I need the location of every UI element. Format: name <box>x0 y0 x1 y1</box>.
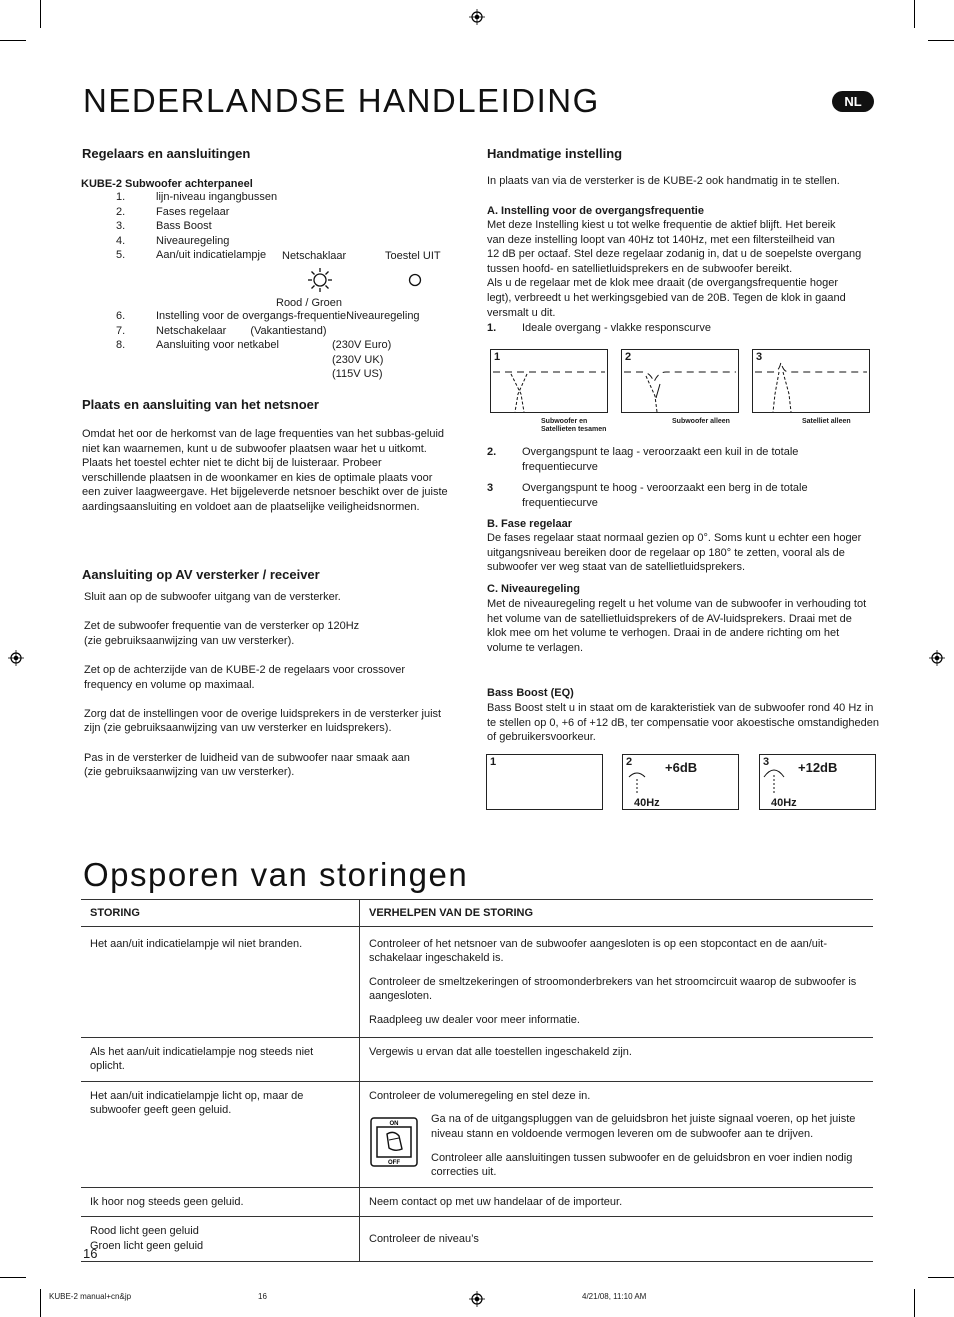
troubleshooting-table <box>81 899 873 1262</box>
switch-off-label: OFF <box>388 1160 400 1167</box>
table-row: Het aan/uit indicatielampje wil niet branden. Controleer of het netsnoer van de subwoofer aangesloten is op een stopcontact en de aan/uit-schakelaar ingeschakeld is. Controleer de smeltzekeringen of stroomonderbrekers van het stroomcircuit waarop de subwoofer is aangesloten. Raadpleeg uw dealer voor meer informatie. <box>81 926 873 1037</box>
troubleshooting-title: Opsporen van storingen <box>83 856 469 893</box>
table-row: Als het aan/uit indicatielampje nog steeds niet oplicht. Vergewis u ervan dat alle toestellen ingeschakeld zijn. <box>81 1037 873 1081</box>
switch-on-label: ON <box>389 1121 399 1128</box>
column-header-verhelpen: VERHELPEN VAN DE STORING <box>360 900 874 927</box>
list-item: 2. Overgangspunt te laag - veroorzaakt een kuil in de totale frequentiecurve <box>487 446 799 473</box>
bass-boost-graph-2: 2 +6dB 40Hz <box>622 754 739 810</box>
list-item: 7. Netschakelaar (Vakantiestand) <box>116 324 327 337</box>
toestel-uit-label: Toestel UIT <box>385 250 441 262</box>
list-item: 6. Instelling voor de overgangs-frequentieNiveauregeling <box>116 310 420 322</box>
crop-mark <box>928 40 954 41</box>
column-header-storing: STORING <box>81 900 360 927</box>
list-item: 8. Aansluiting voor netkabel (230V Euro) (230V UK) (115V US) <box>116 339 392 381</box>
table-row: Het aan/uit indicatielampje licht op, maar de subwoofer geeft geen geluid. Controleer de volumeregeling en stel deze in. ON OFF Ga na of de uitgangspluggen van de geluidsbron het juiste signaal voeren, op het juiste niveau stann en voldoende vermogen leveren om de subwoofer aan te drijven. Controleer alle aansluitingen tussen subwoofer en de geluidsbron en voer indien nodig correcties uit. <box>81 1081 873 1187</box>
list-item: 5. Aan/uit indicatielampje <box>116 249 267 262</box>
crop-mark <box>914 1289 915 1317</box>
section-title-av: Aansluiting op AV versterker / receiver <box>82 567 320 582</box>
page-number: 16 <box>83 1246 98 1261</box>
subheading-crossover: A. Instelling voor de overgangsfrequentie <box>487 205 704 217</box>
panel-title: KUBE-2 Subwoofer achterpaneel <box>81 178 253 190</box>
language-badge-label: NL <box>844 94 862 109</box>
bass-boost-graph-1: 1 <box>486 754 603 810</box>
table-header <box>81 900 873 927</box>
led-off-icon <box>408 273 422 287</box>
subheading-phase: B. Fase regelaar <box>487 518 572 530</box>
crop-mark <box>40 1289 41 1317</box>
response-graph-3: 3 <box>752 349 870 413</box>
controls-list-continued <box>116 309 420 382</box>
response-curve-icon <box>491 350 607 412</box>
led-on-icon <box>307 267 333 293</box>
subheading-bass-boost: Bass Boost (EQ) <box>487 687 574 699</box>
netschakelaar-label: Netschaklaar <box>282 250 347 262</box>
list-item: 1. lijn-niveau ingangbussen <box>116 191 278 203</box>
controls-list <box>116 190 277 263</box>
graph-caption-1: Subwoofer en Satellieten tesamen <box>541 418 607 433</box>
crop-mark <box>914 0 915 28</box>
graph-caption-3: Satelliet alleen <box>802 418 851 425</box>
response-graph-2: 2 <box>621 349 739 413</box>
response-curve-icon <box>622 350 738 412</box>
response-graph-1: 1 <box>490 349 608 413</box>
response-curve-icon <box>753 350 869 412</box>
registration-mark-icon <box>469 9 485 25</box>
power-switch-icon <box>369 1116 419 1168</box>
section-title-power: Plaats en aansluiting van het netsnoer <box>82 397 319 412</box>
subheading-level: C. Niveauregeling <box>487 583 580 595</box>
list-item: 3. Bass Boost <box>116 220 212 233</box>
bass-boost-paragraph: Bass Boost stelt u in staat om de karakteristiek van de subwoofer rond 40 Hz in te stellen op 0, +6 of +12 dB, ter compensatie voor akoestische omstandigheden of gebruikersvoorkeur. <box>487 702 879 744</box>
rood-groen-label: Rood / Groen <box>276 297 343 309</box>
page-title: NEDERLANDSE HANDLEIDING <box>83 82 600 119</box>
registration-mark-icon <box>469 1291 485 1307</box>
footer-date: 4/21/08, 11:10 AM <box>582 1292 647 1301</box>
av-paragraph: Sluit aan op de subwoofer uitgang van de versterker. Zet de subwoofer frequentie van de versterker op 120Hz (zie gebruiksaanwijzing van uw versterker). Zet op de achterzijde van de KUBE-2 de regelaars voor crossover frequency en volume op maximaal. Zorg dat de instellingen voor de overige luidsprekers in de versterker juist zijn (zie gebruiksaanwijzing van uw versterker en luidsprekers). Pas in de versterker de luidheid van de subwoofer naar smaak aan (zie gebruiksaanwijzing van uw versterker). <box>84 591 442 779</box>
section-title-manual: Handmatige instelling <box>487 146 623 161</box>
crop-mark <box>40 0 41 28</box>
section-title-controls: Regelaars en aansluitingen <box>82 146 251 161</box>
manual-intro: In plaats van via de versterker is de KUBE-2 ook handmatig in te stellen. <box>487 175 840 187</box>
bass-boost-graph-3: 3 +12dB 40Hz <box>759 754 876 810</box>
phase-paragraph: De fases regelaar staat normaal gezien op 0°. Soms kunt u echter een hoger uitgangsniveau bereiken door de regelaar op 180° te zetten, vooral als de subwoofer ver weg staat van de satellietluidsprekers. <box>487 532 862 574</box>
crop-mark <box>928 1277 954 1278</box>
table-row: Ik hoor nog steeds geen geluid. Neem contact op met uw handelaar of de importeur. <box>81 1187 873 1217</box>
footer-page: 16 <box>258 1292 267 1301</box>
language-badge <box>832 91 874 112</box>
graph-caption-2: Subwoofer alleen <box>672 418 730 425</box>
registration-mark-icon <box>8 650 24 666</box>
registration-mark-icon <box>929 650 945 666</box>
ideal-item: 1. Ideale overgang - vlakke responscurve <box>487 322 711 334</box>
list-item: 3 Overgangspunt te hoog - veroorzaakt een berg in de totale frequentiecurve <box>487 482 808 509</box>
crop-mark <box>0 40 26 41</box>
crossover-paragraph: Met deze Instelling kiest u tot welke frequentie de aktief blijft. Het bereik van deze instelling loopt van 40Hz tot 140Hz, met een filtersteilheid van 12 dB per octaaf. Stel deze regelaar zodanig in, dat u de soepelste overgang tussen hoofd- en satellietluidsprekers en de subwoofer bereikt. Als u de regelaar met de klok mee draait (de overgangsfrequentie hoger legt), verbreedt u het werkingsgebied van de 20B. Tegen de klok in gaand versmalt u dit. <box>487 219 862 319</box>
level-paragraph: Met de niveauregeling regelt u het volume van de subwoofer in verhouding tot het volume van de satellietluidsprekers of de AV-luidsprekers. Draai met de klok mee om het volume te verhogen. Draai in de andere richting om het volume te verlagen. <box>487 598 867 654</box>
list-item: 2. Fases regelaar <box>116 205 230 218</box>
table-row: Rood licht geen geluid Groen licht geen geluid Controleer de niveau’s <box>81 1217 873 1261</box>
power-paragraph: Omdat het oor de herkomst van de lage frequenties van het subbas-geluid niet kan waarnemen, kunt u de subwoofer plaatsen waar het u uitkomt. Plaats het toestel echter niet te dicht bij de luisteraar. Probeer verschillende plaatsen in de woonkamer en kies de optimale plaats voor een zuiver laagweergave. Het bijgeleverde netsnoer beschikt over de juiste aardingsaansluiting en voldoet aan de plaatselijke veiligheidsnormen. <box>82 428 448 513</box>
footer-file: KUBE-2 manual+cn&jp <box>49 1292 132 1301</box>
crossover-points <box>487 445 808 510</box>
list-item: 4. Niveauregeling <box>116 234 230 247</box>
crop-mark <box>0 1277 26 1278</box>
